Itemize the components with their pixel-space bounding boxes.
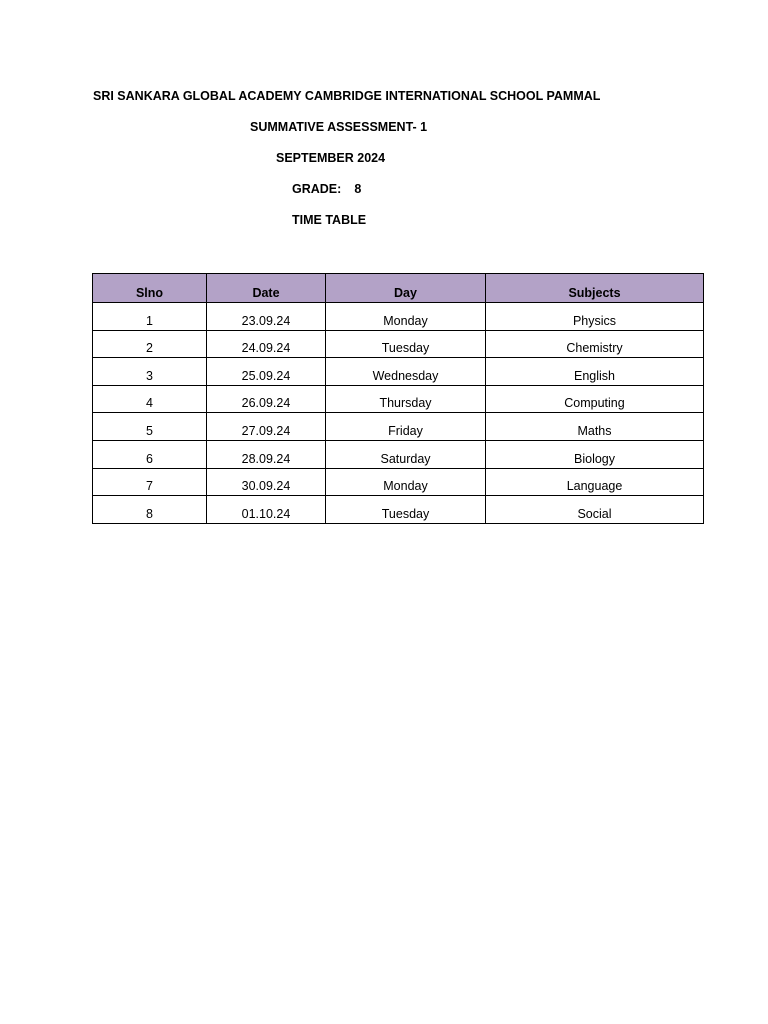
cell-date: 27.09.24: [207, 413, 326, 441]
cell-day: Wednesday: [326, 358, 486, 386]
cell-date: 28.09.24: [207, 440, 326, 468]
column-header-day: Day: [326, 274, 486, 303]
cell-date: 01.10.24: [207, 496, 326, 524]
cell-day: Tuesday: [326, 330, 486, 358]
school-name: SRI SANKARA GLOBAL ACADEMY CAMBRIDGE INTERNATIONAL SCHOOL PAMMAL: [93, 89, 601, 103]
cell-slno: 3: [93, 358, 207, 386]
table-row: [93, 413, 704, 441]
cell-slno: 4: [93, 385, 207, 413]
cell-date: 23.09.24: [207, 303, 326, 331]
cell-day: Monday: [326, 468, 486, 496]
cell-date: 25.09.24: [207, 358, 326, 386]
table-header-row: [93, 274, 704, 303]
cell-date: 24.09.24: [207, 330, 326, 358]
cell-slno: 2: [93, 330, 207, 358]
table-row: [93, 358, 704, 386]
cell-slno: 8: [93, 496, 207, 524]
cell-date: 30.09.24: [207, 468, 326, 496]
table-row: [93, 496, 704, 524]
cell-slno: 7: [93, 468, 207, 496]
cell-subject: Maths: [486, 413, 704, 441]
column-header-subjects: Subjects: [486, 274, 704, 303]
cell-day: Thursday: [326, 385, 486, 413]
cell-subject: Language: [486, 468, 704, 496]
table-row: [93, 385, 704, 413]
cell-subject: Chemistry: [486, 330, 704, 358]
cell-subject: English: [486, 358, 704, 386]
cell-day: Tuesday: [326, 496, 486, 524]
column-header-slno: Slno: [93, 274, 207, 303]
cell-subject: Computing: [486, 385, 704, 413]
month-year: SEPTEMBER 2024: [276, 151, 386, 165]
cell-subject: Physics: [486, 303, 704, 331]
cell-slno: 1: [93, 303, 207, 331]
grade-line: [292, 181, 361, 197]
cell-day: Saturday: [326, 440, 486, 468]
timetable: [92, 273, 704, 524]
table-row: [93, 440, 704, 468]
table-row: [93, 303, 704, 331]
cell-subject: Social: [486, 496, 704, 524]
grade-label: GRADE:: [292, 182, 342, 196]
cell-slno: 5: [93, 413, 207, 441]
cell-slno: 6: [93, 440, 207, 468]
table-row: [93, 330, 704, 358]
timetable-title: TIME TABLE: [292, 213, 367, 227]
cell-day: Friday: [326, 413, 486, 441]
table-row: [93, 468, 704, 496]
cell-day: Monday: [326, 303, 486, 331]
cell-date: 26.09.24: [207, 385, 326, 413]
assessment-title: SUMMATIVE ASSESSMENT- 1: [250, 120, 428, 134]
column-header-date: Date: [207, 274, 326, 303]
grade-value: 8: [354, 182, 362, 196]
cell-subject: Biology: [486, 440, 704, 468]
